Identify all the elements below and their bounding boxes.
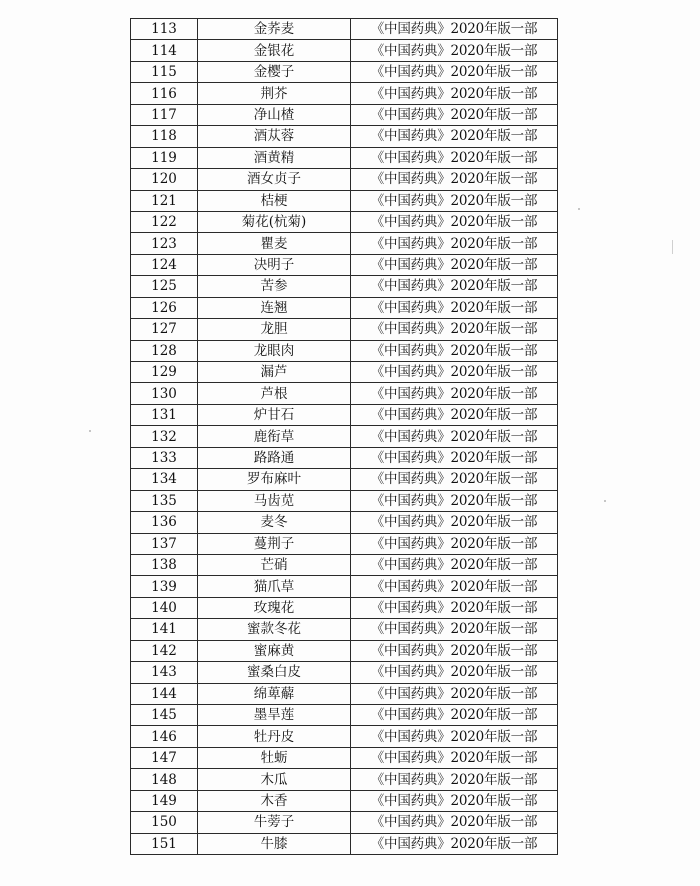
table-row bbox=[131, 319, 558, 340]
row-number-cell: 138 bbox=[131, 554, 198, 575]
row-number-cell: 141 bbox=[131, 619, 198, 640]
herb-name-cell: 马齿苋 bbox=[198, 490, 351, 511]
standard-source-cell: 《中国药典》2020年版一部 bbox=[351, 769, 558, 790]
herb-name-cell: 芦根 bbox=[198, 383, 351, 404]
standard-source-cell: 《中国药典》2020年版一部 bbox=[351, 40, 558, 61]
table-row bbox=[131, 190, 558, 211]
standard-source-cell: 《中国药典》2020年版一部 bbox=[351, 662, 558, 683]
table-row bbox=[131, 340, 558, 361]
row-number-cell: 129 bbox=[131, 362, 198, 383]
row-number-cell: 119 bbox=[131, 147, 198, 168]
herb-name-cell: 玫瑰花 bbox=[198, 597, 351, 618]
herb-name-cell: 牛膝 bbox=[198, 833, 351, 854]
standard-source-cell: 《中国药典》2020年版一部 bbox=[351, 554, 558, 575]
scan-speck bbox=[672, 240, 673, 254]
table-row bbox=[131, 104, 558, 125]
standard-source-cell: 《中国药典》2020年版一部 bbox=[351, 147, 558, 168]
herb-name-cell: 苦参 bbox=[198, 276, 351, 297]
standard-source-cell: 《中国药典》2020年版一部 bbox=[351, 404, 558, 425]
row-number-cell: 136 bbox=[131, 512, 198, 533]
row-number-cell: 139 bbox=[131, 576, 198, 597]
table-row bbox=[131, 83, 558, 104]
row-number-cell: 118 bbox=[131, 126, 198, 147]
herb-name-cell: 木瓜 bbox=[198, 769, 351, 790]
standard-source-cell: 《中国药典》2020年版一部 bbox=[351, 790, 558, 811]
row-number-cell: 122 bbox=[131, 211, 198, 232]
herb-name-cell: 蜜桑白皮 bbox=[198, 662, 351, 683]
table-row bbox=[131, 512, 558, 533]
scan-speck bbox=[578, 208, 580, 210]
table-row bbox=[131, 597, 558, 618]
herb-name-cell: 牛蒡子 bbox=[198, 812, 351, 833]
standard-source-cell: 《中国药典》2020年版一部 bbox=[351, 447, 558, 468]
table-row bbox=[131, 383, 558, 404]
row-number-cell: 121 bbox=[131, 190, 198, 211]
herb-name-cell: 麦冬 bbox=[198, 512, 351, 533]
row-number-cell: 130 bbox=[131, 383, 198, 404]
herb-name-cell: 牡蛎 bbox=[198, 747, 351, 768]
standard-source-cell: 《中国药典》2020年版一部 bbox=[351, 383, 558, 404]
row-number-cell: 127 bbox=[131, 319, 198, 340]
table-row bbox=[131, 426, 558, 447]
herb-name-cell: 龙胆 bbox=[198, 319, 351, 340]
table-row bbox=[131, 747, 558, 768]
herb-table-body bbox=[131, 19, 558, 855]
table-row bbox=[131, 447, 558, 468]
row-number-cell: 131 bbox=[131, 404, 198, 425]
row-number-cell: 134 bbox=[131, 469, 198, 490]
herb-name-cell: 炉甘石 bbox=[198, 404, 351, 425]
row-number-cell: 143 bbox=[131, 662, 198, 683]
standard-source-cell: 《中国药典》2020年版一部 bbox=[351, 61, 558, 82]
standard-source-cell: 《中国药典》2020年版一部 bbox=[351, 211, 558, 232]
standard-source-cell: 《中国药典》2020年版一部 bbox=[351, 319, 558, 340]
standard-source-cell: 《中国药典》2020年版一部 bbox=[351, 512, 558, 533]
row-number-cell: 149 bbox=[131, 790, 198, 811]
standard-source-cell: 《中国药典》2020年版一部 bbox=[351, 126, 558, 147]
row-number-cell: 132 bbox=[131, 426, 198, 447]
table-row bbox=[131, 533, 558, 554]
row-number-cell: 145 bbox=[131, 705, 198, 726]
herb-name-cell: 墨旱莲 bbox=[198, 705, 351, 726]
standard-source-cell: 《中国药典》2020年版一部 bbox=[351, 233, 558, 254]
standard-source-cell: 《中国药典》2020年版一部 bbox=[351, 469, 558, 490]
herb-name-cell: 菊花(杭菊) bbox=[198, 211, 351, 232]
table-row bbox=[131, 169, 558, 190]
standard-source-cell: 《中国药典》2020年版一部 bbox=[351, 190, 558, 211]
row-number-cell: 124 bbox=[131, 254, 198, 275]
herb-name-cell: 酒女贞子 bbox=[198, 169, 351, 190]
herb-table bbox=[130, 18, 558, 855]
table-row bbox=[131, 662, 558, 683]
herb-name-cell: 瞿麦 bbox=[198, 233, 351, 254]
standard-source-cell: 《中国药典》2020年版一部 bbox=[351, 640, 558, 661]
table-row bbox=[131, 769, 558, 790]
herb-name-cell: 罗布麻叶 bbox=[198, 469, 351, 490]
herb-name-cell: 连翘 bbox=[198, 297, 351, 318]
herb-name-cell: 龙眼肉 bbox=[198, 340, 351, 361]
table-row bbox=[131, 404, 558, 425]
row-number-cell: 120 bbox=[131, 169, 198, 190]
herb-name-cell: 决明子 bbox=[198, 254, 351, 275]
scan-speck bbox=[604, 500, 606, 502]
standard-source-cell: 《中国药典》2020年版一部 bbox=[351, 833, 558, 854]
herb-name-cell: 鹿衔草 bbox=[198, 426, 351, 447]
herb-name-cell: 牡丹皮 bbox=[198, 726, 351, 747]
herb-name-cell: 蜜麻黄 bbox=[198, 640, 351, 661]
row-number-cell: 150 bbox=[131, 812, 198, 833]
standard-source-cell: 《中国药典》2020年版一部 bbox=[351, 297, 558, 318]
table-row bbox=[131, 126, 558, 147]
standard-source-cell: 《中国药典》2020年版一部 bbox=[351, 169, 558, 190]
herb-name-cell: 路路通 bbox=[198, 447, 351, 468]
table-row bbox=[131, 61, 558, 82]
standard-source-cell: 《中国药典》2020年版一部 bbox=[351, 276, 558, 297]
table-row bbox=[131, 790, 558, 811]
table-row bbox=[131, 833, 558, 854]
herb-name-cell: 荆芥 bbox=[198, 83, 351, 104]
herb-name-cell: 金荞麦 bbox=[198, 19, 351, 40]
row-number-cell: 135 bbox=[131, 490, 198, 511]
table-row bbox=[131, 705, 558, 726]
herb-name-cell: 蜜款冬花 bbox=[198, 619, 351, 640]
table-row bbox=[131, 640, 558, 661]
table-row bbox=[131, 490, 558, 511]
standard-source-cell: 《中国药典》2020年版一部 bbox=[351, 747, 558, 768]
row-number-cell: 146 bbox=[131, 726, 198, 747]
scan-speck bbox=[89, 430, 91, 432]
row-number-cell: 148 bbox=[131, 769, 198, 790]
standard-source-cell: 《中国药典》2020年版一部 bbox=[351, 576, 558, 597]
standard-source-cell: 《中国药典》2020年版一部 bbox=[351, 490, 558, 511]
standard-source-cell: 《中国药典》2020年版一部 bbox=[351, 812, 558, 833]
table-row bbox=[131, 276, 558, 297]
table-row bbox=[131, 619, 558, 640]
table-row bbox=[131, 147, 558, 168]
row-number-cell: 114 bbox=[131, 40, 198, 61]
standard-source-cell: 《中国药典》2020年版一部 bbox=[351, 254, 558, 275]
standard-source-cell: 《中国药典》2020年版一部 bbox=[351, 705, 558, 726]
herb-name-cell: 芒硝 bbox=[198, 554, 351, 575]
table-row bbox=[131, 469, 558, 490]
row-number-cell: 140 bbox=[131, 597, 198, 618]
standard-source-cell: 《中国药典》2020年版一部 bbox=[351, 619, 558, 640]
row-number-cell: 147 bbox=[131, 747, 198, 768]
table-row bbox=[131, 554, 558, 575]
herb-name-cell: 桔梗 bbox=[198, 190, 351, 211]
row-number-cell: 142 bbox=[131, 640, 198, 661]
table-row bbox=[131, 297, 558, 318]
table-row bbox=[131, 254, 558, 275]
row-number-cell: 125 bbox=[131, 276, 198, 297]
standard-source-cell: 《中国药典》2020年版一部 bbox=[351, 83, 558, 104]
herb-name-cell: 净山楂 bbox=[198, 104, 351, 125]
row-number-cell: 126 bbox=[131, 297, 198, 318]
standard-source-cell: 《中国药典》2020年版一部 bbox=[351, 104, 558, 125]
standard-source-cell: 《中国药典》2020年版一部 bbox=[351, 533, 558, 554]
table-row bbox=[131, 19, 558, 40]
table-row bbox=[131, 362, 558, 383]
standard-source-cell: 《中国药典》2020年版一部 bbox=[351, 340, 558, 361]
standard-source-cell: 《中国药典》2020年版一部 bbox=[351, 362, 558, 383]
row-number-cell: 115 bbox=[131, 61, 198, 82]
herb-name-cell: 绵萆薢 bbox=[198, 683, 351, 704]
standard-source-cell: 《中国药典》2020年版一部 bbox=[351, 683, 558, 704]
row-number-cell: 117 bbox=[131, 104, 198, 125]
herb-name-cell: 木香 bbox=[198, 790, 351, 811]
standard-source-cell: 《中国药典》2020年版一部 bbox=[351, 597, 558, 618]
row-number-cell: 123 bbox=[131, 233, 198, 254]
row-number-cell: 128 bbox=[131, 340, 198, 361]
herb-name-cell: 蔓荆子 bbox=[198, 533, 351, 554]
table-row bbox=[131, 233, 558, 254]
table-row bbox=[131, 726, 558, 747]
table-row bbox=[131, 576, 558, 597]
row-number-cell: 144 bbox=[131, 683, 198, 704]
herb-name-cell: 金银花 bbox=[198, 40, 351, 61]
row-number-cell: 116 bbox=[131, 83, 198, 104]
herb-name-cell: 猫爪草 bbox=[198, 576, 351, 597]
table-row bbox=[131, 211, 558, 232]
standard-source-cell: 《中国药典》2020年版一部 bbox=[351, 19, 558, 40]
herb-name-cell: 酒苁蓉 bbox=[198, 126, 351, 147]
row-number-cell: 137 bbox=[131, 533, 198, 554]
row-number-cell: 113 bbox=[131, 19, 198, 40]
table-row bbox=[131, 812, 558, 833]
row-number-cell: 133 bbox=[131, 447, 198, 468]
table-row bbox=[131, 40, 558, 61]
row-number-cell: 151 bbox=[131, 833, 198, 854]
herb-name-cell: 酒黄精 bbox=[198, 147, 351, 168]
standard-source-cell: 《中国药典》2020年版一部 bbox=[351, 726, 558, 747]
standard-source-cell: 《中国药典》2020年版一部 bbox=[351, 426, 558, 447]
herb-name-cell: 金樱子 bbox=[198, 61, 351, 82]
table-row bbox=[131, 683, 558, 704]
herb-name-cell: 漏芦 bbox=[198, 362, 351, 383]
